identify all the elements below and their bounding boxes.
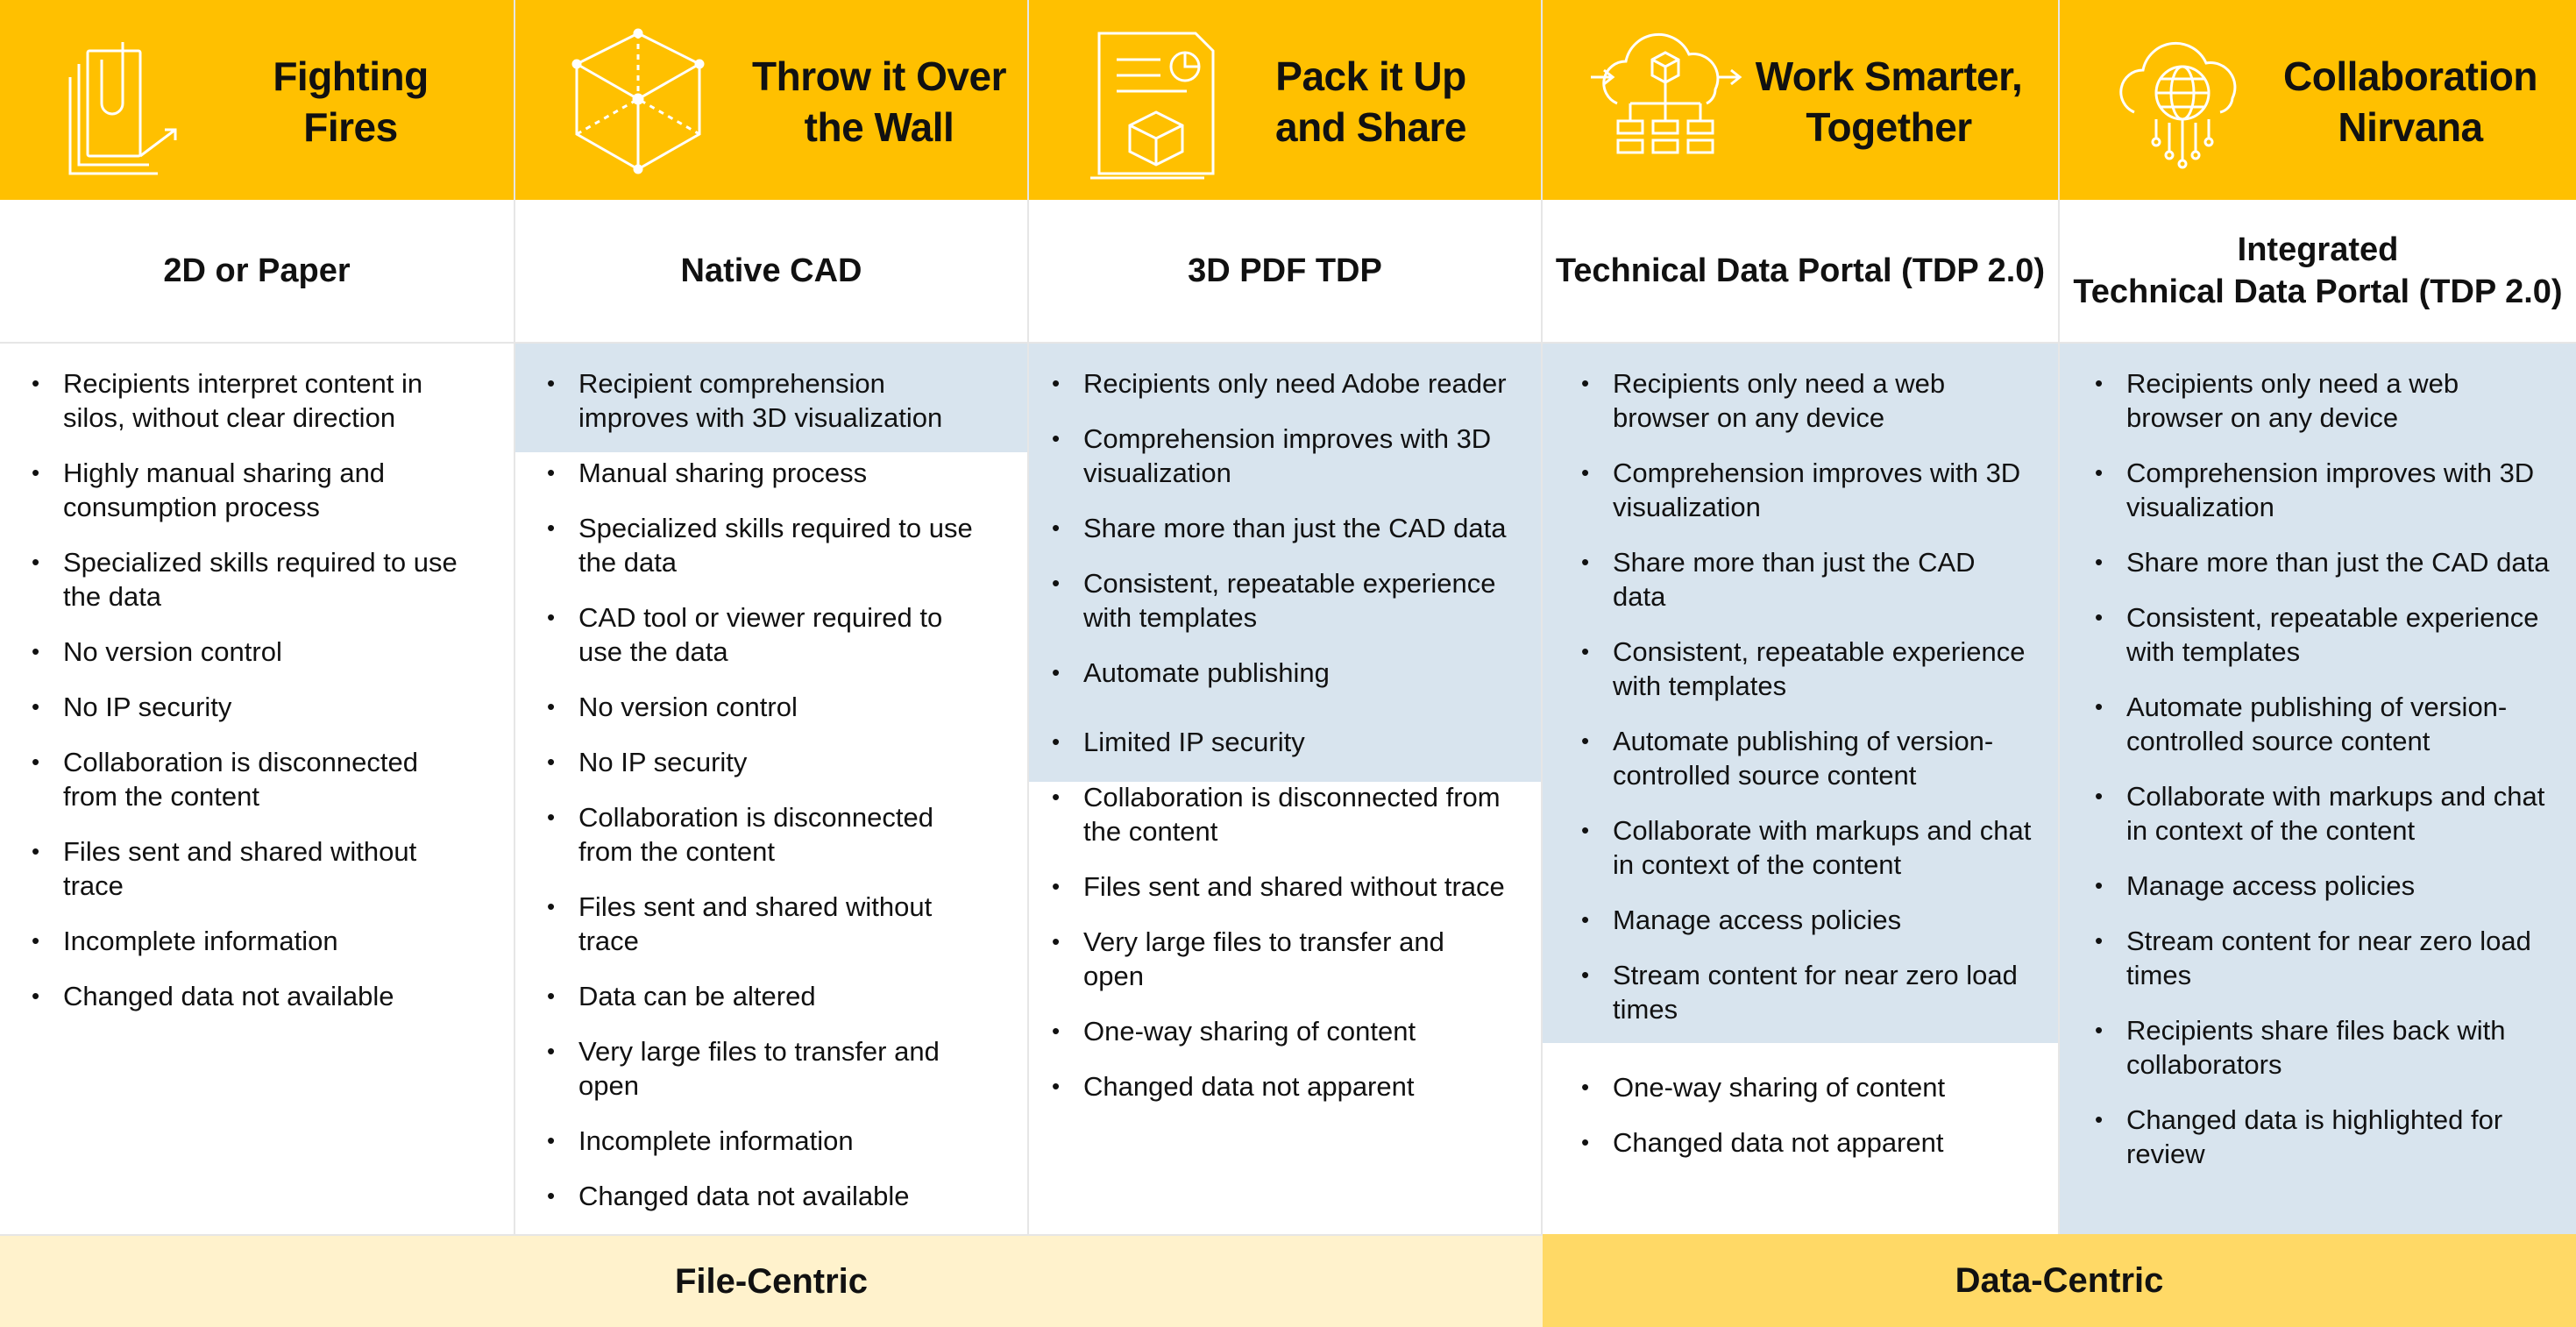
list-item: • Share more than just the CAD data (1576, 545, 2032, 614)
list-item: • Incomplete information (26, 924, 465, 958)
list-item: • Collaborate with markups and chat in context of the content (1576, 813, 2032, 882)
file-centric-band (0, 1234, 1543, 1327)
list-item: • Collaborate with markups and chat in context of the content (2090, 779, 2554, 848)
list-item: • Share more than just the CAD data (1047, 511, 1511, 545)
column-body (1543, 344, 2058, 1234)
column-throw-over-wall (515, 0, 1029, 1234)
title-line: and Share (1275, 104, 1466, 150)
column-header (0, 0, 514, 200)
list-item: • Specialized skills required to use the data (542, 511, 989, 579)
list-item: • No version control (542, 690, 989, 724)
column-title (2261, 51, 2559, 153)
column-title (1239, 51, 1502, 153)
subtitle-line: 3D PDF TDP (1188, 252, 1382, 289)
list-item: • No IP security (26, 690, 465, 724)
list-item: • Stream content for near zero load times (1576, 958, 2032, 1026)
list-item: • Incomplete information (542, 1124, 989, 1158)
list-item: • Recipients share files back with collaborators (2090, 1013, 2554, 1082)
title-line: Nirvana (2338, 104, 2483, 150)
list-item: • Automate publishing (1047, 656, 1511, 690)
list-item: • Files sent and shared without trace (1047, 869, 1511, 904)
list-item: • Data can be altered (542, 979, 989, 1013)
list-item: • No IP security (542, 745, 989, 779)
column-title (1744, 51, 2033, 153)
document-cube-icon (1082, 25, 1239, 182)
list-item: • Collaboration is disconnected from the content (1047, 780, 1511, 848)
list-item: • One-way sharing of content (1047, 1014, 1511, 1048)
column-body (1029, 344, 1541, 1234)
list-item: • Automate publishing of version-controlled source content (1576, 724, 2032, 792)
list-item: • Highly manual sharing and consumption process (26, 456, 465, 524)
data-centric-band (1543, 1234, 2576, 1327)
title-line: Together (1806, 104, 1972, 150)
list-item: • Consistent, repeatable experience with templates (1576, 635, 2032, 703)
column-title (734, 51, 1024, 153)
list-item: • Changed data not available (26, 979, 465, 1013)
list-item: • Collaboration is disconnected from the content (26, 745, 465, 813)
subtitle-line: Technical Data Portal (TDP 2.0) (1555, 252, 2046, 289)
column-header (1029, 0, 1541, 200)
subtitle-line: Native CAD (680, 252, 862, 289)
column-body (2060, 344, 2576, 1234)
list-item: • Consistent, repeatable experience with templates (2090, 600, 2554, 669)
list-item: • Changed data not apparent (1576, 1125, 2032, 1160)
title-line: the Wall (804, 104, 954, 150)
list-item: • Comprehension improves with 3D visualization (1576, 456, 2032, 524)
list-item: • Very large files to transfer and open (542, 1034, 989, 1103)
cloud-network-icon (1586, 25, 1744, 182)
list-item: • CAD tool or viewer required to use the data (542, 600, 989, 669)
column-collaboration-nirvana (2060, 0, 2576, 1234)
file-centric-label: File-Centric (674, 1261, 869, 1301)
list-item: • Recipients only need a web browser on any device (2090, 366, 2554, 435)
column-subtitle (515, 200, 1027, 344)
title-line: Fires (303, 104, 398, 150)
wireframe-cube-icon (559, 25, 717, 182)
subtitle-line: 2D or Paper (163, 252, 351, 289)
column-work-smarter (1543, 0, 2060, 1234)
paperclip-documents-icon (53, 25, 210, 182)
list-item: • Limited IP security (1047, 725, 1511, 759)
subtitle-line: Integrated (2237, 231, 2399, 268)
column-subtitle (2060, 200, 2576, 344)
list-item: • Files sent and shared without trace (542, 890, 989, 958)
column-subtitle (0, 200, 514, 344)
cloud-globe-icon (2104, 25, 2261, 182)
list-item: • One-way sharing of content (1576, 1070, 2032, 1104)
list-item: • Collaboration is disconnected from the content (542, 800, 989, 869)
column-header (515, 0, 1027, 200)
list-item: • Manage access policies (2090, 869, 2554, 903)
title-line: Throw it Over (752, 53, 1006, 99)
list-item: • Comprehension improves with 3D visualization (2090, 456, 2554, 524)
list-item: • Consistent, repeatable experience with templates (1047, 566, 1511, 635)
column-subtitle (1029, 200, 1541, 344)
list-item: • Recipients only need a web browser on any device (1576, 366, 2032, 435)
list-item: • Changed data not apparent (1047, 1069, 1511, 1103)
list-item: • Manage access policies (1576, 903, 2032, 937)
column-pack-and-share (1029, 0, 1543, 1234)
column-header (1543, 0, 2058, 200)
title-line: Fighting (273, 53, 429, 99)
column-fighting-fires (0, 0, 515, 1234)
column-body (515, 344, 1027, 1234)
title-line: Work Smarter, (1755, 53, 2023, 99)
data-centric-label: Data-Centric (1955, 1260, 2164, 1300)
list-item: • Recipient comprehension improves with 3D visualization (542, 366, 989, 435)
column-header (2060, 0, 2576, 200)
list-item: • Stream content for near zero load times (2090, 924, 2554, 992)
list-item: • Specialized skills required to use the data (26, 545, 465, 614)
list-item: • Changed data not available (542, 1179, 989, 1213)
list-item: • Comprehension improves with 3D visualization (1047, 422, 1511, 490)
list-item: • Share more than just the CAD data (2090, 545, 2554, 579)
column-subtitle (1543, 200, 2058, 344)
title-line: Collaboration (2283, 53, 2537, 99)
column-title (219, 51, 482, 153)
list-item: • Manual sharing process (542, 456, 989, 490)
list-item: • Very large files to transfer and open (1047, 925, 1511, 993)
list-item: • Files sent and shared without trace (26, 834, 465, 903)
subtitle-line: Technical Data Portal (TDP 2.0) (2073, 273, 2563, 310)
column-body (0, 344, 514, 1234)
list-item: • Changed data is highlighted for review (2090, 1103, 2554, 1171)
list-item: • Recipients interpret content in silos, without clear direction (26, 366, 465, 435)
title-line: Pack it Up (1275, 53, 1466, 99)
list-item: • No version control (26, 635, 465, 669)
list-item: • Automate publishing of version-controlled source content (2090, 690, 2554, 758)
list-item: • Recipients only need Adobe reader (1047, 366, 1511, 401)
